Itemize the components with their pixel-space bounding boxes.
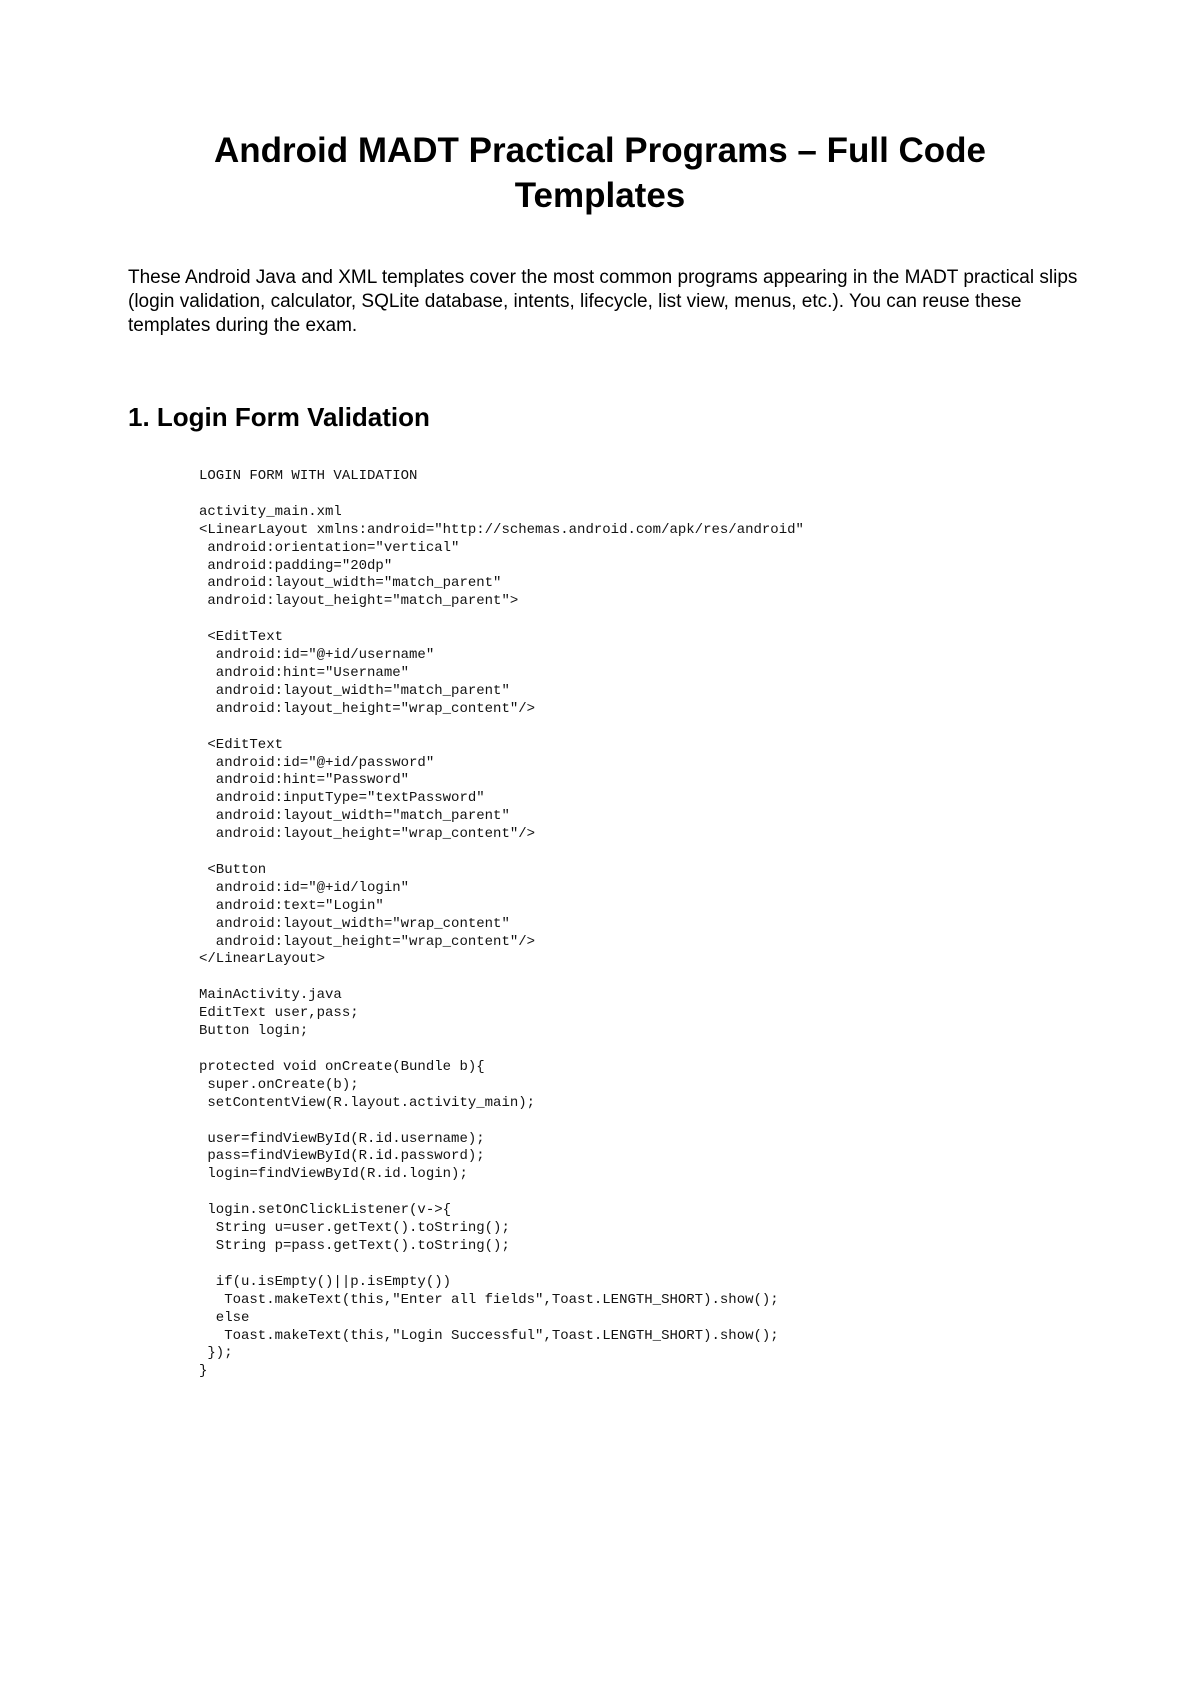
document-title-line-1: Android MADT Practical Programs – Full Code — [213, 131, 987, 170]
document-title — [130, 128, 1070, 218]
section-heading-login-form-validation: 1. Login Form Validation — [128, 402, 430, 432]
document-title-line-2: Templates — [514, 176, 686, 215]
code-block-login-form: LOGIN FORM WITH VALIDATION activity_main.xml <LinearLayout xmlns:android="http://schemas.android.com/apk/res/android" android:orientation="vertical" android:padding="20dp" android:layout_width="match_parent" android:layout_height="match_parent"> <EditText android:id="@+id/username" android:hint="Username" android:layout_width="match_parent" android:layout_height="wrap_content"/> <EditText android:id="@+id/password" android:hint="Password" android:inputType="textPassword" android:layout_width="match_parent" android:layout_height="wrap_content"/> <Button android:id="@+id/login" android:text="Login" android:layout_width="wrap_content" android:layout_height="wrap_content"/> </LinearLayout> MainActivity.java EditText user,pass; Button login; protected void onCreate(Bundle b){ super.onCreate(b); setContentView(R.layout.activity_main); user=findViewById(R.id.username); pass=findViewById(R.id.password); login=findViewById(R.id.login); login.setOnClickListener(v->{ String u=user.getText().toString(); String p=pass.getText().toString(); if(u.isEmpty()||p.isEmpty()) Toast.makeText(this,"Enter all fields",Toast.LENGTH_SHORT).show(); else Toast.makeText(this,"Login Successful",Toast.LENGTH_SHORT).show(); }); } — [199, 468, 804, 1380]
intro-paragraph: These Android Java and XML templates cover the most common programs appearing in the MADT practical slips (login validation, calculator, SQLite database, intents, lifecycle, list view, menus, etc.). You can reuse these templates during the exam. — [128, 267, 1078, 336]
